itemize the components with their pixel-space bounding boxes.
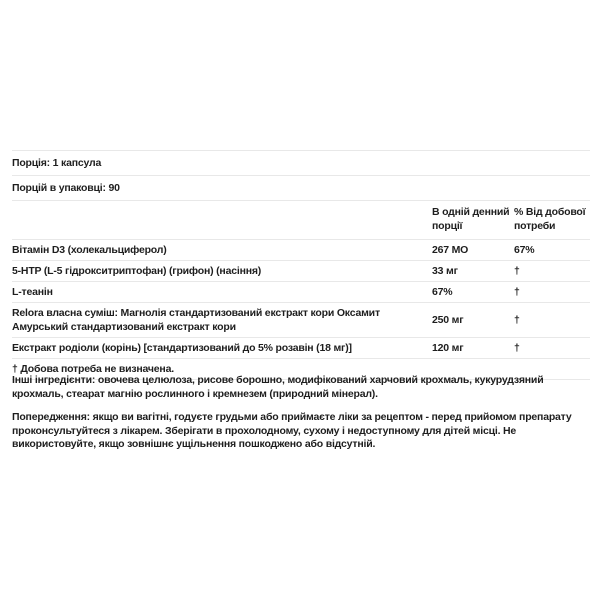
nutrient-amount: 33 мг <box>432 265 458 277</box>
nutrient-name: L-теанін <box>12 286 53 298</box>
servings-per-container-row <box>12 176 590 201</box>
nutrient-amount: 120 мг <box>432 342 464 354</box>
other-ingredients-paragraph: Інші інгредієнти: овочева целюлоза, рисове борошно, модифікований харчовий крохмаль, кукурудзяний крохмаль, стеарат магнію рослинного і кремнезем (природний мінерал). <box>12 374 544 400</box>
column-header-amount: В одній денний порції <box>432 206 510 232</box>
serving-size-row <box>12 151 590 176</box>
column-header-daily-value: % Від добової потреби <box>514 206 586 232</box>
table-row <box>12 261 590 282</box>
nutrient-amount: 267 МО <box>432 244 469 256</box>
serving-size-text: Порція: 1 капсула <box>12 157 102 169</box>
table-row <box>12 338 590 359</box>
nutrient-daily-value: † <box>514 314 520 326</box>
supplement-facts-table <box>12 150 590 380</box>
warnings-paragraph: Попередження: якщо ви вагітні, годуєте грудьми або приймаєте ліки за рецептом - перед прийомом препарату проконсультуйтеся з лікарем. Зберігати в прохолодному, сухому і недоступному для дітей місці. Не використовуйте, якщо зовнішнє ущільнення пошкоджено або відсутній. <box>12 411 572 450</box>
nutrient-daily-value: † <box>514 286 520 298</box>
nutrient-amount: 250 мг <box>432 314 464 326</box>
table-header-row <box>12 201 590 240</box>
nutrient-name: Relora власна суміш: Магнолія стандартизований екстракт кори Оксамит Амурський стандартизований екстракт кори <box>12 307 380 333</box>
nutrient-name: 5-HTP (L-5 гідрокситриптофан) (грифон) (насіння) <box>12 265 262 277</box>
servings-per-container-text: Порцій в упаковці: 90 <box>12 182 120 194</box>
nutrient-name: Вітамін D3 (холекальциферол) <box>12 244 167 256</box>
table-row <box>12 303 590 338</box>
label-paragraphs <box>12 368 590 452</box>
daily-value-footnote: † Добова потреба не визначена. <box>12 363 174 375</box>
nutrient-daily-value: † <box>514 265 520 277</box>
nutrient-daily-value: † <box>514 342 520 354</box>
nutrient-name: Екстракт родіоли (корінь) [стандартизований до 5% розавін (18 мг)] <box>12 342 352 354</box>
nutrient-daily-value: 67% <box>514 244 535 256</box>
table-row <box>12 240 590 261</box>
nutrient-amount: 67% <box>432 286 453 298</box>
table-row <box>12 282 590 303</box>
